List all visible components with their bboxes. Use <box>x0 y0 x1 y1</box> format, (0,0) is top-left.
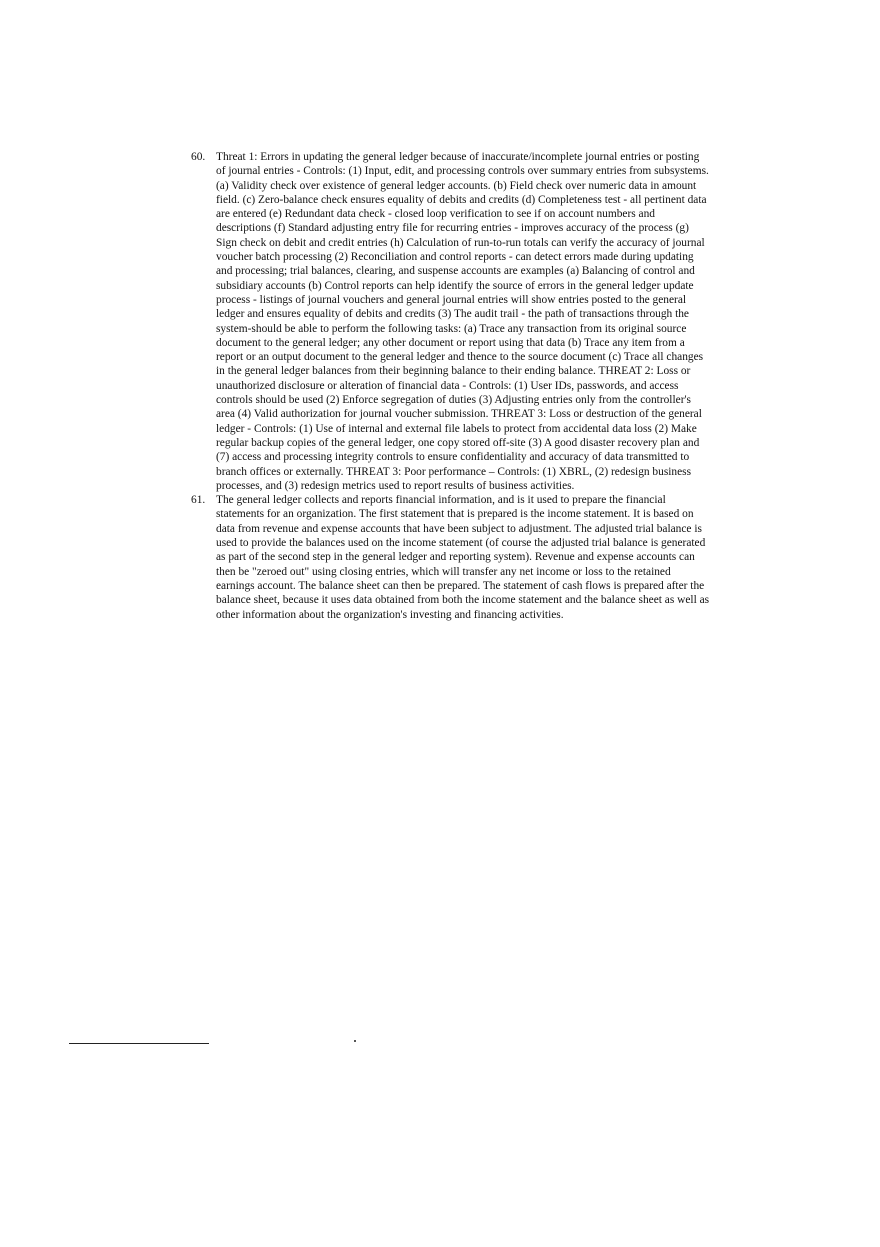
item-number: 61. <box>191 494 206 507</box>
stray-mark <box>354 1040 356 1042</box>
answer-list <box>191 150 711 622</box>
item-text: Threat 1: Errors in updating the general ledger because of inaccurate/incomplete journal entries or posting of journal entries - Controls: (1) Input, edit, and processing controls over summary entries from subsystems. (a) Validity check over existence of general ledger accounts. (b) Field check over numeric data in amount field. (c) Zero-balance check ensures equality of debits and credits (d) Completeness test - all pertinent data are entered (e) Redundant data check - closed loop verification to see if on account numbers and descriptions (f) Standard adjusting entry file for recurring entries - improves accuracy of the process (g) Sign check on debit and credit entries (h) Calculation of run-to-run totals can verify the accuracy of journal voucher batch processing (2) Reconciliation and control reports - can detect errors made during updating and processing; trial balances, clearing, and suspense accounts are examples (a) Balancing of control and subsidiary accounts (b) Control reports can help identify the source of errors in the general ledger update process - listings of journal vouchers and general journal entries will show entries posted to the general ledger and ensures equality of debits and credits (3) The audit trail - the path of transactions through the system-should be able to perform the following tasks: (a) Trace any transaction from its original source document to the general ledger; any other document or report using that data (b) Trace any item from a report or an output document to the general ledger and thence to the source document (c) Trace all changes in the general ledger balances from their beginning balance to their ending balance. THREAT 2: Loss or unauthorized disclosure or alteration of financial data - Controls: (1) User IDs, passwords, and access controls should be used (2) Enforce segregation of duties (3) Adjusting entries only from the controller's area (4) Valid authorization for journal voucher submission. THREAT 3: Loss or destruction of the general ledger - Controls: (1) Use of internal and external file labels to protect from accidental data loss (2) Make regular backup copies of the general ledger, one copy stored off-site (3) A good disaster recovery plan and (7) access and processing integrity controls to ensure confidentiality and accuracy of data transmitted to branch offices or externally. THREAT 3: Poor performance – Controls: (1) XBRL, (2) redesign business processes, and (3) redesign metrics used to report results of business activities. <box>216 151 709 492</box>
answer-item-60 <box>191 150 711 493</box>
answer-item-61 <box>191 493 711 622</box>
item-number: 60. <box>191 151 206 163</box>
footnote-separator <box>69 1043 209 1044</box>
item-text: The general ledger collects and reports financial information, and is it used to prepare the financial statements for an organization. The first statement that is prepared is the income statement. It is based on data from revenue and expense accounts that have been subject to adjustment. The adjusted trial balance is used to provide the balances used on the income statement (of course the adjusted trial balance is generated as part of the second step in the general ledger and reporting system). Revenue and expense accounts can then be "zeroed out" using closing entries, which will transfer any net income or loss to the retained earnings account. The balance sheet can then be prepared. The statement of cash flows is prepared after the balance sheet, because it uses data obtained from both the income statement and the balance sheet as well as other information about the organization's investing and financing activities. <box>216 494 710 621</box>
